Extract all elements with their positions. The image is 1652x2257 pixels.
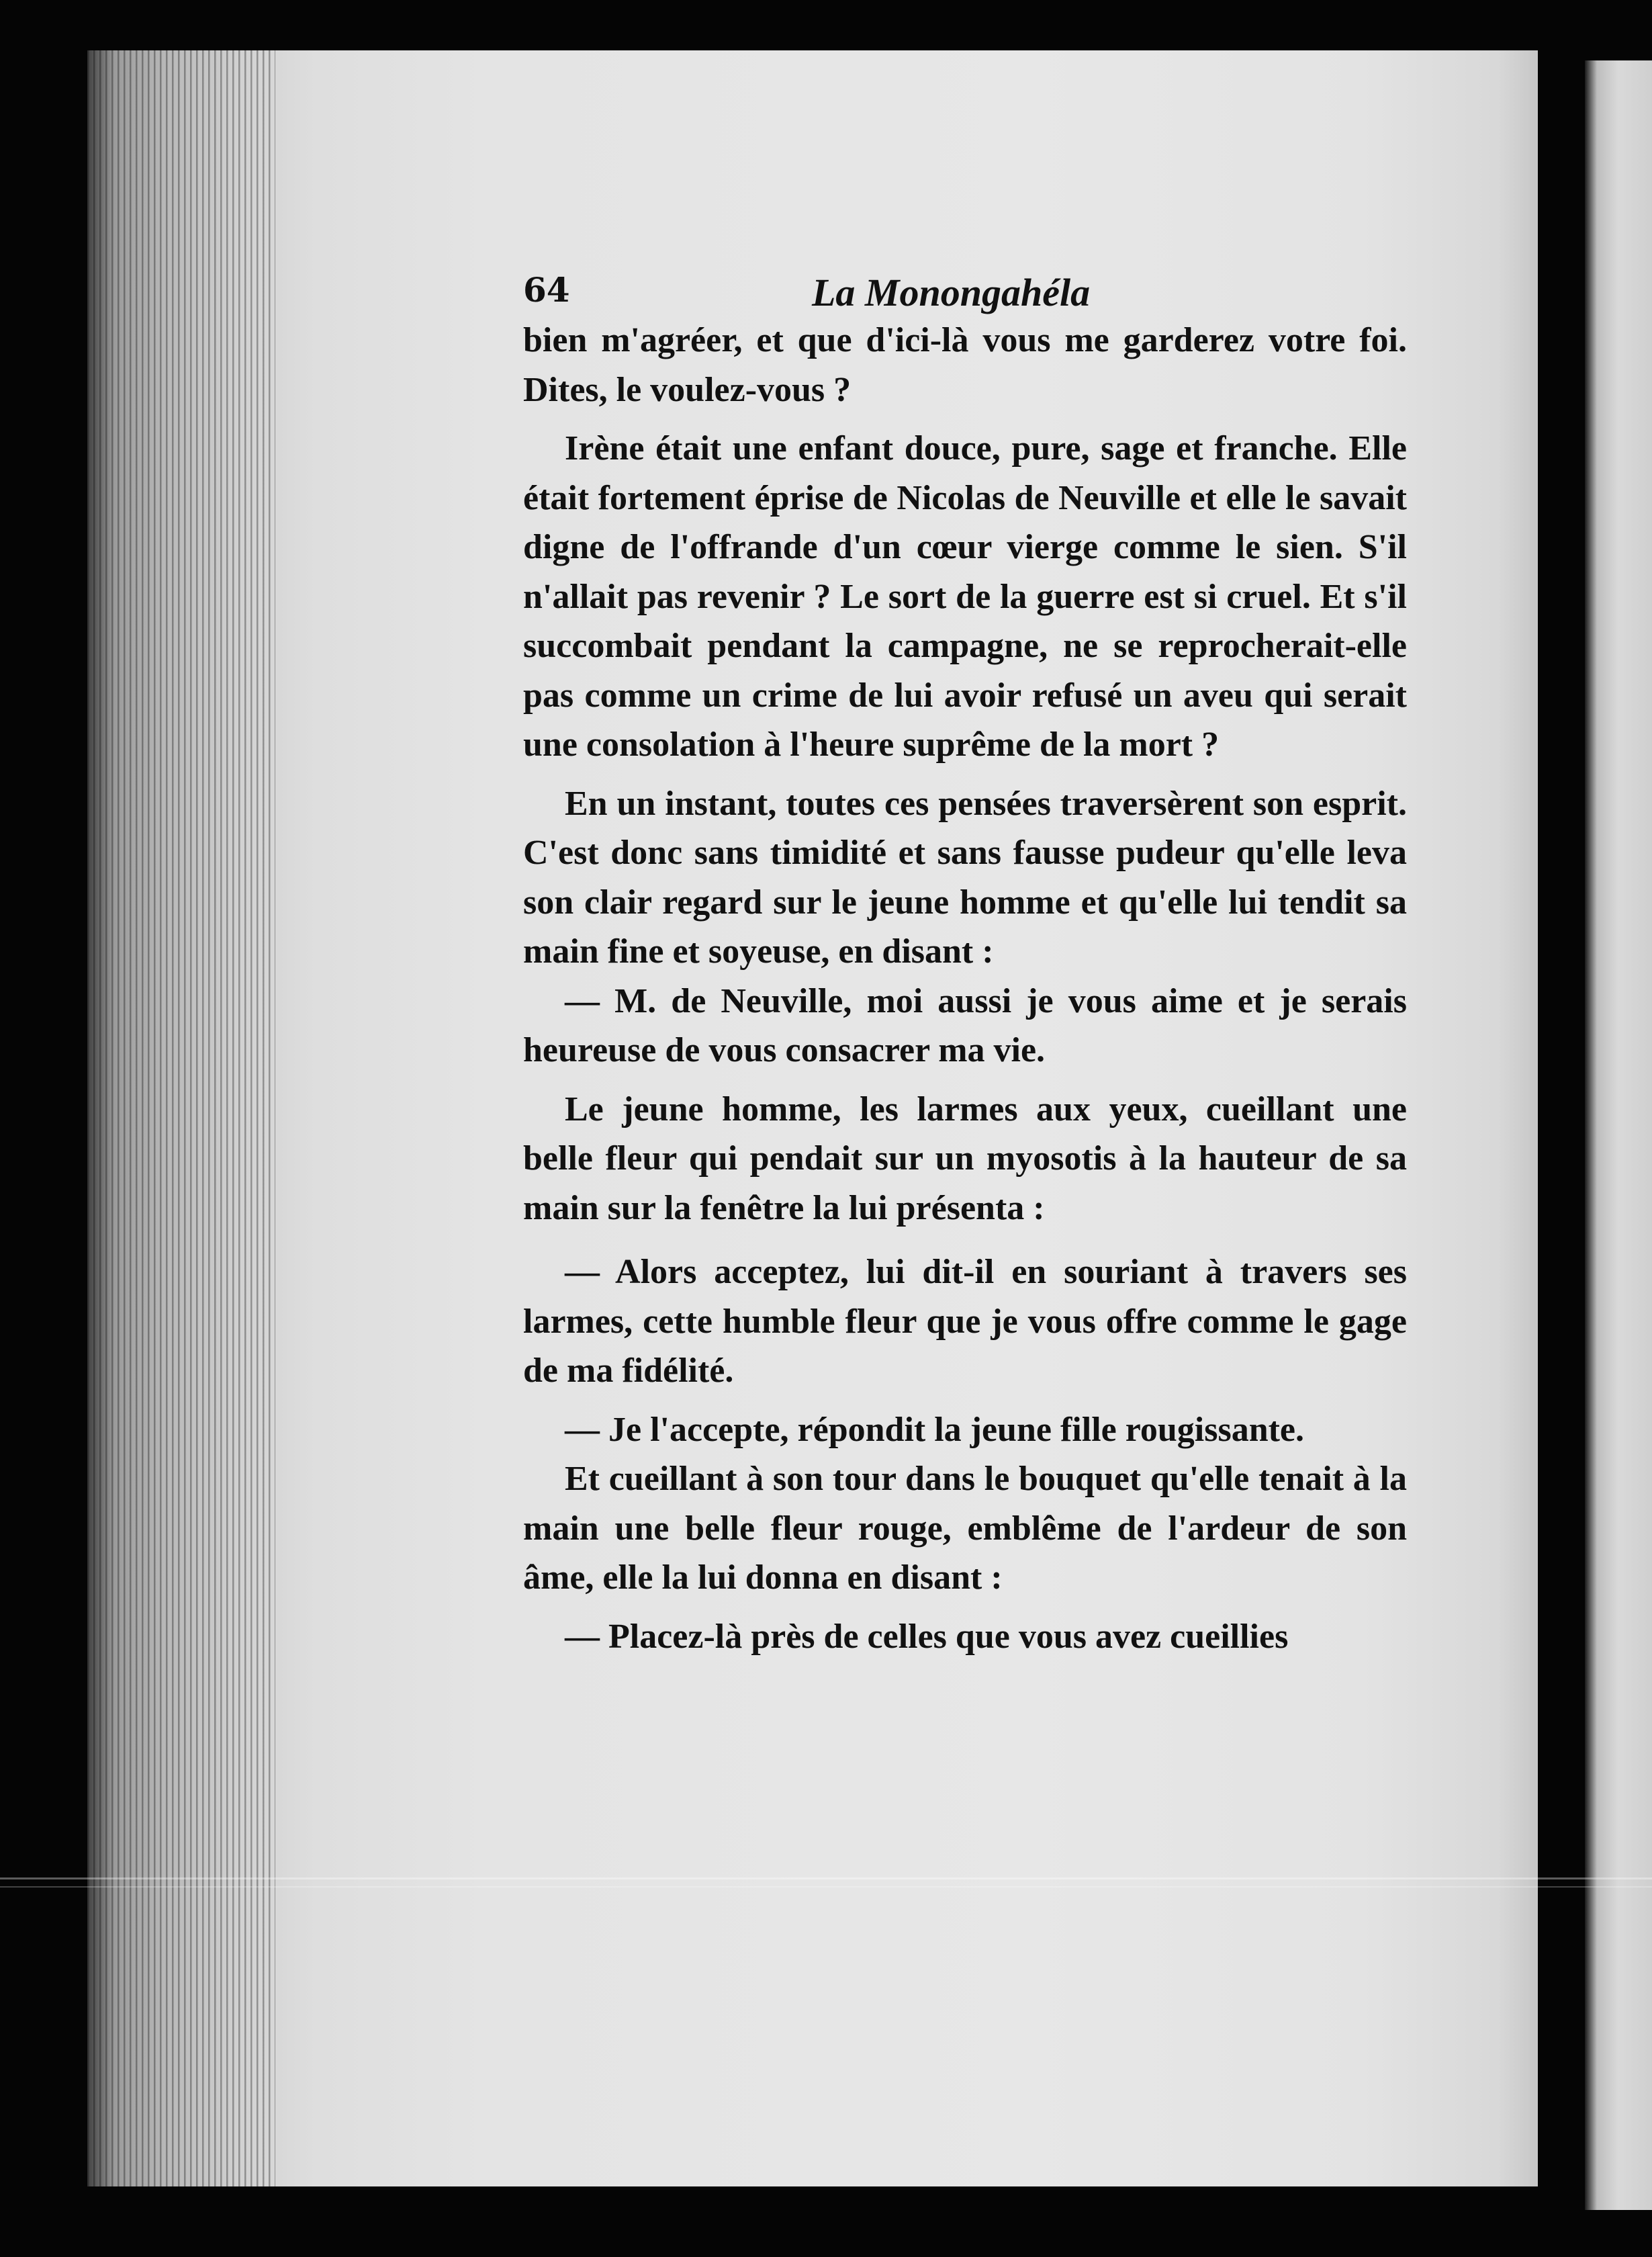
scan-streak (0, 1877, 1652, 1879)
paragraph-cueillant: Et cueillant à son tour dans le bouquet qu'elle tenait à la main une belle fleur rouge, emblême de l'ardeur de son âme, elle la lui donna en disant : (523, 1460, 1407, 1597)
page-content (523, 262, 1407, 1661)
scan-streak (0, 1886, 1652, 1888)
page-number: 64 (523, 270, 570, 310)
dialogue-alors: — Alors acceptez, lui dit-il en souriant à travers ses larmes, cette humble fleur que je vous offre comme le gage de ma fidélité. (523, 1253, 1407, 1390)
dialogue-placez: — Placez-là près de celles que vous avez cueillies (565, 1617, 1289, 1656)
paragraph-irene: Irène était une enfant douce, pure, sage et franche. Elle était fortement éprise de Nicolas de Neuville et elle le savait digne de l'offrande d'un cœur vierge comme le sien. S'il n'allait pas revenir ? Le sort de la guerre est si cruel. Et s'il succombait pendant la campagne, ne se reprocherait-elle pas comme un crime de lui avoir refusé un aveu qui serait une consolation à l'heure suprême de la mort ? (523, 429, 1407, 764)
facing-page-edge (1585, 60, 1652, 2210)
page-stack-edges (87, 50, 275, 2186)
body-text (523, 316, 1407, 1661)
running-title: La Monongahéla (812, 271, 1091, 314)
paragraph-instant: En un instant, toutes ces pensées traversèrent son esprit. C'est donc sans timidité et sans fausse pudeur qu'elle leva son clair regard sur le jeune homme et qu'elle lui tendit sa main fine et soyeuse, en disant : (523, 784, 1407, 971)
page-header (523, 262, 1407, 316)
dialogue-neuville: — M. de Neuville, moi aussi je vous aime et je serais heureuse de vous consacrer ma vie. (523, 981, 1407, 1069)
dialogue-accepte: — Je l'accepte, répondit la jeune fille rougissante. (565, 1410, 1305, 1449)
paragraph-continuation: bien m'agréer, et que d'ici-là vous me garderez votre foi. Dites, le voulez-vous ? (523, 321, 1407, 409)
paragraph-jeune-homme: Le jeune homme, les larmes aux yeux, cueillant une belle fleur qui pendait sur un myosotis à la hauteur de sa main sur la fenêtre la lui présenta : (523, 1090, 1407, 1227)
